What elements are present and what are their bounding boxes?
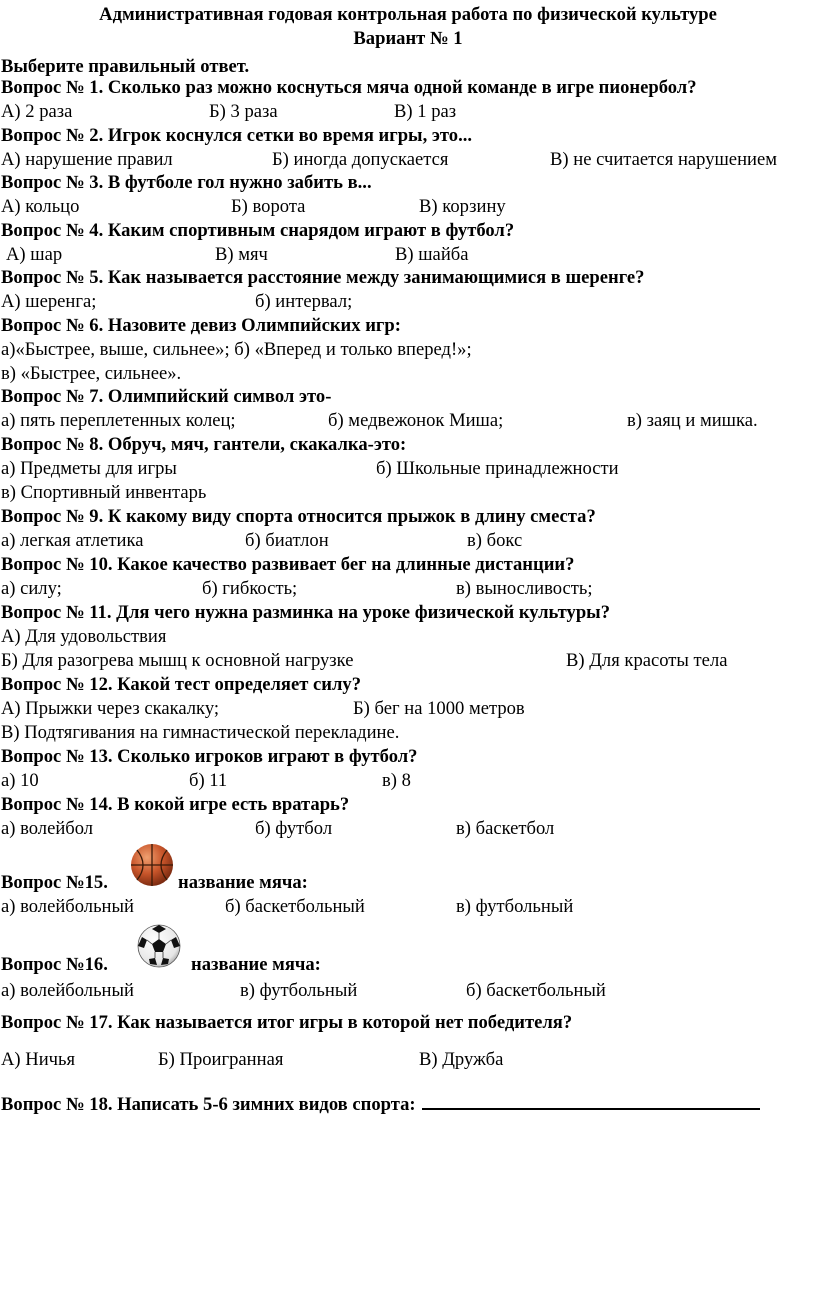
option: б) баскетбольный — [466, 980, 606, 1001]
option: б) медвежонок Миша; — [328, 410, 504, 431]
question-4: Вопрос № 4. Каким спортивным снарядом играют в футбол? — [1, 220, 515, 241]
option: А) шеренга; — [1, 291, 97, 312]
option: б) биатлон — [245, 530, 329, 551]
option: Б) 3 раза — [209, 101, 278, 122]
question-number: Вопрос №15. — [1, 872, 108, 893]
option: а) пять переплетенных колец; — [1, 410, 236, 431]
question-6: Вопрос № 6. Назовите девиз Олимпийских игр: — [1, 315, 401, 336]
question-12: Вопрос № 12. Какой тест определяет силу? — [1, 674, 362, 695]
question-17: Вопрос № 17. Как называется итог игры в которой нет победителя? — [1, 1012, 573, 1033]
question-9: Вопрос № 9. К какому виду спорта относится прыжок в длину сместа? — [1, 506, 596, 527]
option: В) мяч — [215, 244, 268, 265]
option: А) 2 раза — [1, 101, 73, 122]
option: В) Для красоты тела — [566, 650, 728, 671]
option: В) Подтягивания на гимнастической перекладине. — [1, 722, 400, 743]
option: А) Ничья — [1, 1049, 76, 1070]
option: А) Для удовольствия — [1, 626, 167, 647]
option: а) волейбольный — [1, 980, 134, 1001]
option: Б) ворота — [231, 196, 306, 217]
option: В) не считается нарушением — [550, 149, 777, 170]
option: в) 8 — [382, 770, 411, 791]
question-3: Вопрос № 3. В футболе гол нужно забить в... — [1, 172, 372, 193]
option: б) гибкость; — [202, 578, 298, 599]
option: в) выносливость; — [456, 578, 593, 599]
option: в) футбольный — [456, 896, 574, 917]
question-13: Вопрос № 13. Сколько игроков играют в футбол? — [1, 746, 418, 767]
option: б) футбол — [255, 818, 333, 839]
instruction: Выберите правильный ответ. — [1, 56, 250, 77]
option: А) Прыжки через скакалку; — [1, 698, 220, 719]
question-10: Вопрос № 10. Какое качество развивает бег на длинные дистанции? — [1, 554, 575, 575]
option: а) 10 — [1, 770, 39, 791]
answer-line: в) «Быстрее, сильнее». — [1, 363, 182, 384]
question-14: Вопрос № 14. В кокой игре есть вратарь? — [1, 794, 350, 815]
option: а) легкая атлетика — [1, 530, 144, 551]
option: Б) Проигранная — [158, 1049, 284, 1070]
question-8: Вопрос № 8. Обруч, мяч, гантели, скакалка-это: — [1, 434, 407, 455]
basketball-icon — [129, 842, 175, 888]
option: б) баскетбольный — [225, 896, 365, 917]
option: а) Предметы для игры — [1, 458, 177, 479]
option: А) нарушение правил — [1, 149, 173, 170]
option: В) шайба — [395, 244, 469, 265]
question-number: Вопрос №16. — [1, 954, 108, 975]
option: В) 1 раз — [394, 101, 457, 122]
option: в) Спортивный инвентарь — [1, 482, 207, 503]
question-5: Вопрос № 5. Как называется расстояние между занимающимися в шеренге? — [1, 267, 645, 288]
option: в) бокс — [467, 530, 523, 551]
option: б) Школьные принадлежности — [376, 458, 619, 479]
option: а) волейбольный — [1, 896, 134, 917]
answer-blank-line[interactable] — [422, 1089, 760, 1110]
question-text: Вопрос № 18. Написать 5-6 зимних видов спорта: — [1, 1094, 416, 1115]
option: В) корзину — [419, 196, 506, 217]
answer-line: а)«Быстрее, выше, сильнее»; б) «Вперед и только вперед!»; — [1, 339, 472, 360]
option: Б) Для разогрева мышц к основной нагрузке — [1, 650, 354, 671]
option: в) баскетбол — [456, 818, 555, 839]
soccer-ball-icon — [136, 923, 182, 969]
variant-label: Вариант № 1 — [353, 28, 463, 49]
option: А) кольцо — [1, 196, 80, 217]
option: в) футбольный — [240, 980, 358, 1001]
question-11: Вопрос № 11. Для чего нужна разминка на уроке физической культуры? — [1, 602, 610, 623]
document-title: Административная годовая контрольная работа по физической культуре — [99, 4, 717, 25]
option: б) интервал; — [255, 291, 353, 312]
question-1: Вопрос № 1. Сколько раз можно коснуться мяча одной команде в игре пионербол? — [1, 77, 697, 98]
option: а) силу; — [1, 578, 62, 599]
option: Б) иногда допускается — [272, 149, 449, 170]
option: Б) бег на 1000 метров — [353, 698, 525, 719]
question-text: название мяча: — [178, 872, 308, 893]
option: А) шар — [6, 244, 63, 265]
question-18 — [1, 1089, 760, 1117]
option: в) заяц и мишка. — [627, 410, 758, 431]
question-7: Вопрос № 7. Олимпийский символ это- — [1, 386, 332, 407]
question-2: Вопрос № 2. Игрок коснулся сетки во время игры, это... — [1, 125, 473, 146]
option: В) Дружба — [419, 1049, 504, 1070]
question-text: название мяча: — [191, 954, 321, 975]
option: а) волейбол — [1, 818, 94, 839]
option: б) 11 — [189, 770, 228, 791]
